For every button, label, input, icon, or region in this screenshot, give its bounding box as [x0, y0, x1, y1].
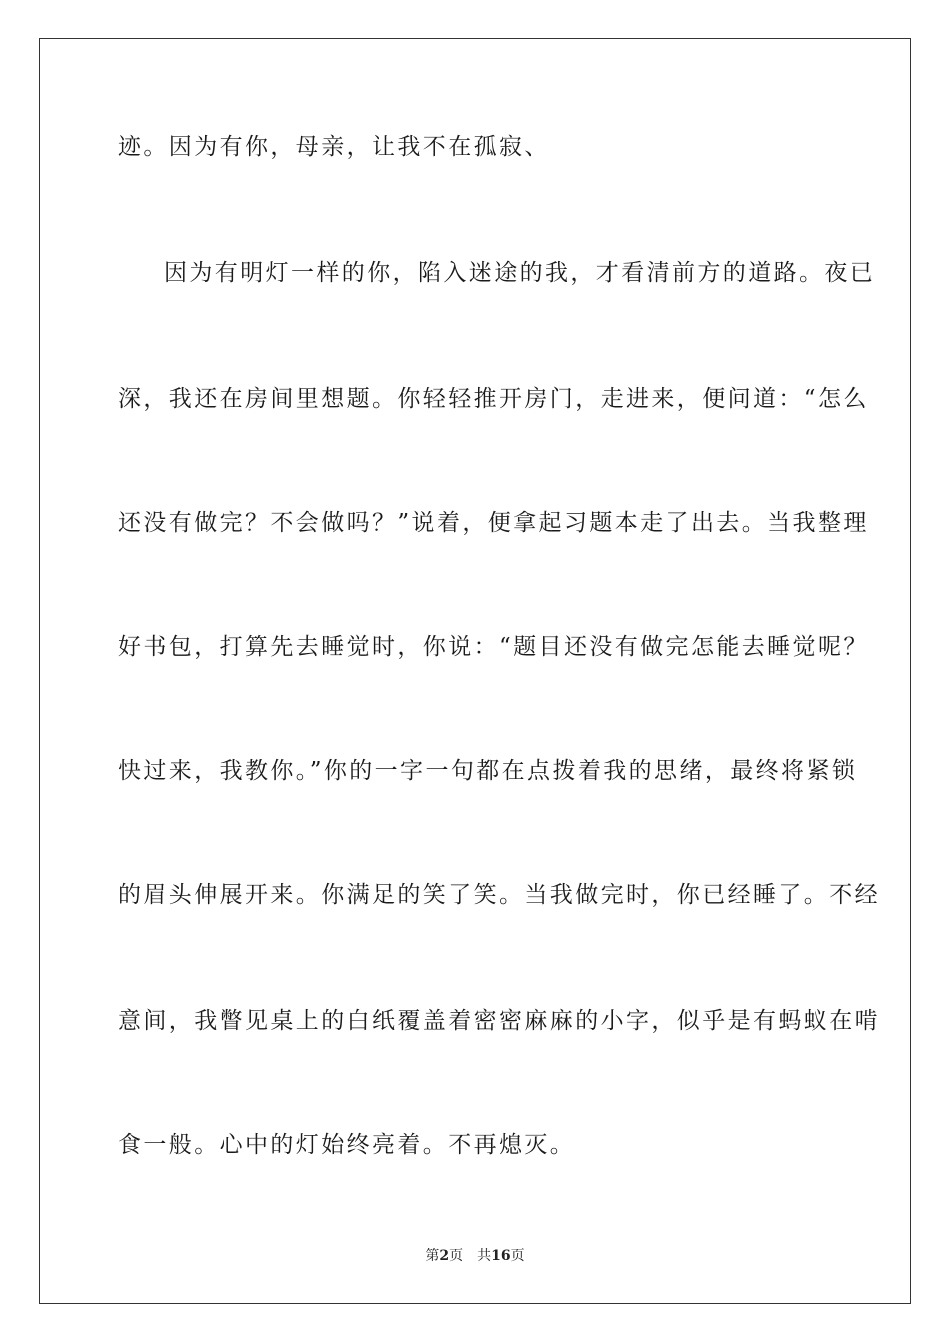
paragraph-line-1: 迹。因为有你，母亲，让我不在孤寂、 — [118, 134, 550, 160]
paragraph-line-5: 好书包，打算先去睡觉时，你说：“题目还没有做完怎能去睡觉呢？ — [118, 634, 869, 660]
page-prefix: 第 — [425, 1248, 440, 1264]
paragraph-line-6: 快过来，我教你。”你的一字一句都在点拨着我的思绪，最终将紧锁 — [118, 758, 858, 784]
total-pages: 16 — [491, 1248, 511, 1264]
paragraph-line-9: 食一般。心中的灯始终亮着。不再熄灭。 — [118, 1132, 576, 1158]
paragraph-line-7: 的眉头伸展开来。你满足的笑了笑。当我做完时，你已经睡了。不经 — [118, 882, 880, 908]
page-number: 2 — [439, 1248, 450, 1264]
total-suffix: 页 — [510, 1248, 525, 1264]
page-footer — [0, 1246, 950, 1266]
total-prefix: 共 — [477, 1248, 492, 1264]
paragraph-line-8: 意间，我瞥见桌上的白纸覆盖着密密麻麻的小字，似乎是有蚂蚁在啃 — [118, 1008, 880, 1034]
page-border — [39, 38, 911, 1304]
paragraph-line-3: 深，我还在房间里想题。你轻轻推开房门，走进来，便问道：“怎么 — [118, 386, 869, 412]
paragraph-line-4: 还没有做完？不会做吗？”说着，便拿起习题本走了出去。当我整理 — [118, 510, 869, 536]
paragraph-line-2: 因为有明灯一样的你，陷入迷途的我，才看清前方的道路。夜已 — [164, 260, 876, 286]
page-suffix: 页 — [449, 1248, 464, 1264]
